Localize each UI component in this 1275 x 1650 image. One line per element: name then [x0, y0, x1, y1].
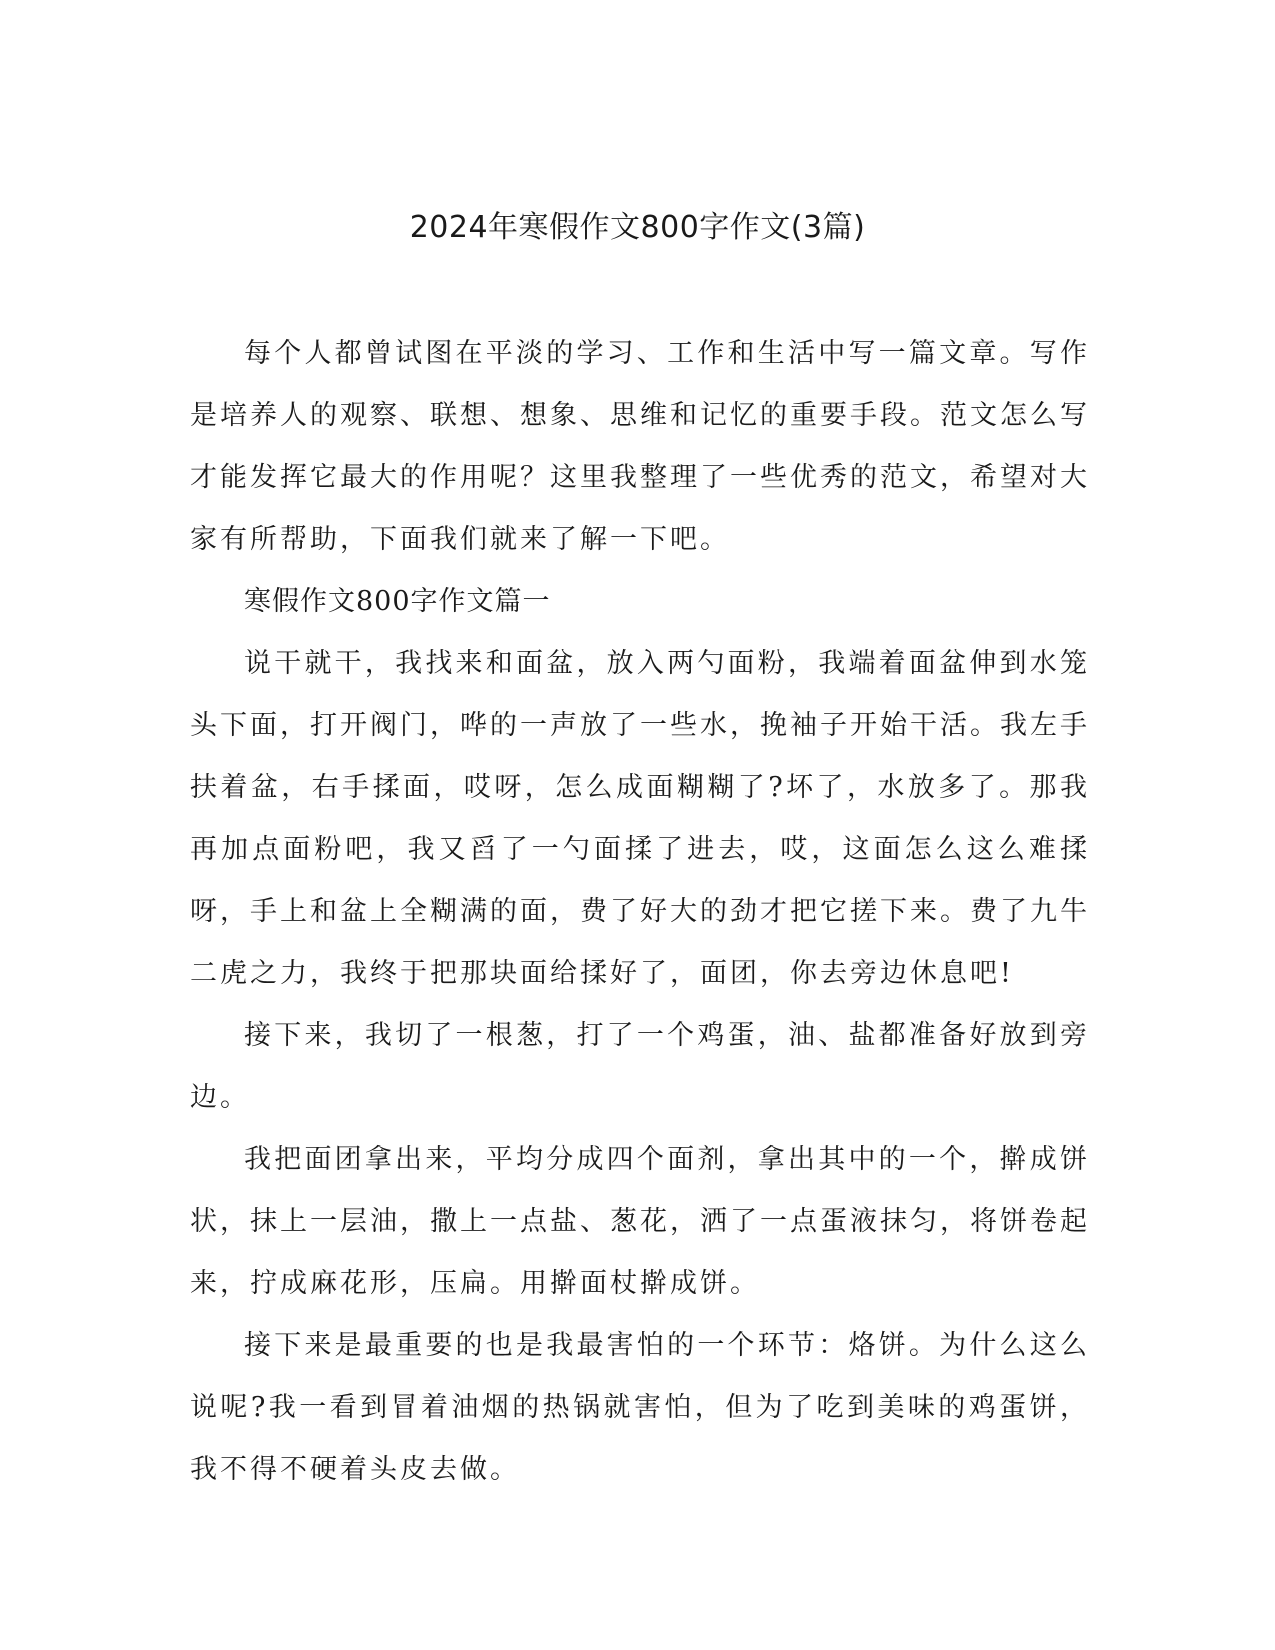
document-body [190, 323, 1090, 1501]
body-paragraph: 说干就干，我找来和面盆，放入两勺面粉，我端着面盆伸到水笼头下面，打开阀门，哗的一声放了一些水，挽袖子开始干活。我左手扶着盆，右手揉面，哎呀，怎么成面糊糊了?坏了，水放多了。那我再加点面粉吧，我又舀了一勺面揉了进去，哎，这面怎么这么难揉呀，手上和盆上全糊满的面，费了好大的劲才把它搓下来。费了九牛二虎之力，我终于把那块面给揉好了，面团，你去旁边休息吧! [190, 648, 1090, 989]
section-heading: 寒假作文800字作文篇一 [244, 586, 551, 617]
body-paragraph: 我把面团拿出来，平均分成四个面剂，拿出其中的一个，擀成饼状，抹上一层油，撒上一点盐、葱花，洒了一点蛋液抹匀，将饼卷起来，拧成麻花形，压扁。用擀面杖擀成饼。 [190, 1144, 1090, 1299]
document-title: 2024年寒假作文800字作文(3篇) [409, 210, 866, 245]
intro-paragraph: 每个人都曾试图在平淡的学习、工作和生活中写一篇文章。写作是培养人的观察、联想、想象、思维和记忆的重要手段。范文怎么写才能发挥它最大的作用呢？这里我整理了一些优秀的范文，希望对大家有所帮助，下面我们就来了解一下吧。 [190, 338, 1090, 555]
body-paragraph: 接下来，我切了一根葱，打了一个鸡蛋，油、盐都准备好放到旁边。 [190, 1020, 1090, 1113]
body-paragraph: 接下来是最重要的也是我最害怕的一个环节：烙饼。为什么这么说呢?我一看到冒着油烟的热锅就害怕，但为了吃到美味的鸡蛋饼，我不得不硬着头皮去做。 [190, 1330, 1090, 1485]
